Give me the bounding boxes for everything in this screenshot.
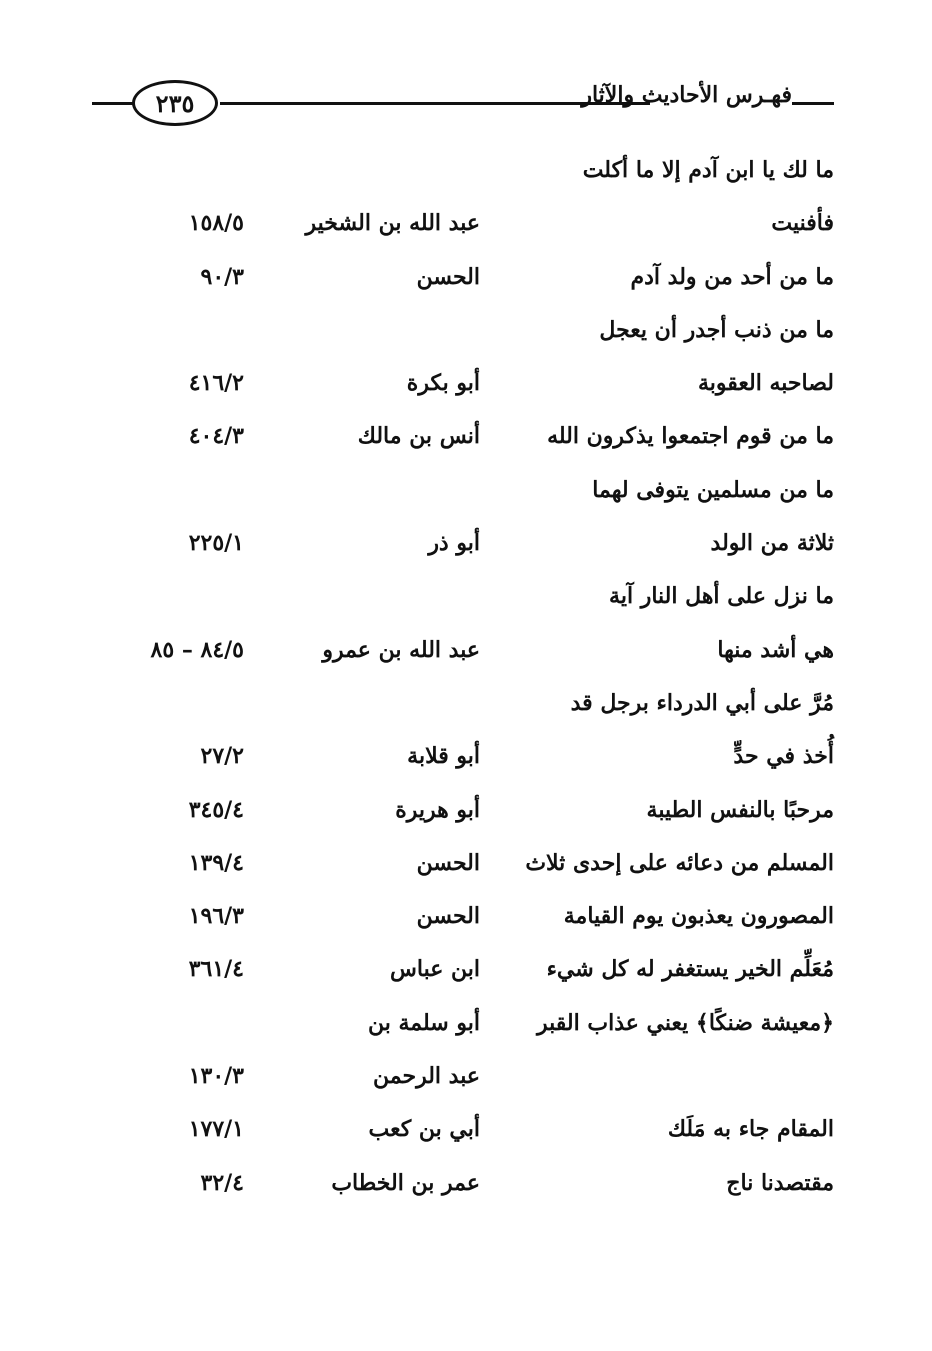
hadith-text: ﴿معيشة ضنكًا﴾ يعني عذاب القبر bbox=[537, 1009, 834, 1036]
table-row bbox=[0, 890, 932, 943]
hadith-text: المصورون يعذبون يوم القيامة bbox=[563, 903, 834, 930]
hadith-text: ثلاثة من الولد bbox=[710, 530, 834, 557]
narrator: الحسن bbox=[416, 903, 480, 930]
table-row bbox=[0, 1103, 932, 1156]
narrator: عبد الرحمن bbox=[373, 1063, 480, 1090]
volume-page-ref: ٨٤/٥ – ٨٥ bbox=[150, 636, 244, 663]
narrator: أبو ذر bbox=[428, 530, 480, 557]
page-title: فهـرس الأحاديث والآثار bbox=[581, 82, 792, 108]
narrator: أبو هريرة bbox=[395, 796, 480, 823]
page-header bbox=[92, 72, 834, 132]
volume-page-ref: ٣٤٥/٤ bbox=[188, 796, 244, 823]
narrator: ابن عباس bbox=[390, 956, 480, 983]
table-row bbox=[0, 1050, 932, 1103]
hadith-text: ما من مسلمين يتوفى لهما bbox=[592, 476, 834, 503]
table-row bbox=[0, 997, 932, 1050]
narrator: أبو بكرة bbox=[406, 370, 480, 397]
volume-page-ref: ١٧٧/١ bbox=[188, 1116, 244, 1143]
narrator: عبد الله بن الشخير bbox=[305, 210, 480, 237]
table-row bbox=[0, 784, 932, 837]
header-rule-left bbox=[92, 102, 134, 105]
hadith-text: مرحبًا بالنفس الطيبة bbox=[646, 796, 834, 823]
header-rule-right bbox=[792, 102, 834, 105]
hadith-text: فأفنيت bbox=[771, 210, 834, 237]
volume-page-ref: ٤١٦/٢ bbox=[188, 370, 244, 397]
narrator: الحسن bbox=[416, 849, 480, 876]
hadith-text: هي أشد منها bbox=[717, 636, 834, 663]
hadith-text: مُعَلِّم الخير يستغفر له كل شيء bbox=[546, 956, 834, 983]
table-row bbox=[0, 251, 932, 304]
table-row bbox=[0, 464, 932, 517]
volume-page-ref: ١٣٩/٤ bbox=[188, 849, 244, 876]
narrator: أبي بن كعب bbox=[368, 1116, 480, 1143]
hadith-text: المسلم من دعائه على إحدى ثلاث bbox=[525, 849, 834, 876]
hadith-text: مُرَّ على أبي الدرداء برجل قد bbox=[570, 689, 834, 716]
page-number: ٢٣٥ bbox=[132, 80, 218, 126]
volume-page-ref: ٣٢/٤ bbox=[200, 1169, 244, 1196]
index-table bbox=[0, 144, 932, 1210]
narrator: الحسن bbox=[416, 263, 480, 290]
table-row bbox=[0, 197, 932, 250]
hadith-text: مقتصدنا ناج bbox=[726, 1169, 834, 1196]
table-row bbox=[0, 677, 932, 730]
narrator: أنس بن مالك bbox=[357, 423, 480, 450]
table-row bbox=[0, 943, 932, 996]
narrator: أبو سلمة بن bbox=[367, 1009, 480, 1036]
volume-page-ref: ٩٠/٣ bbox=[200, 263, 244, 290]
table-row bbox=[0, 1157, 932, 1210]
hadith-text: ما من أحد من ولد آدم bbox=[630, 263, 834, 290]
hadith-text: أُخذ في حدٍّ bbox=[733, 743, 834, 770]
table-row bbox=[0, 624, 932, 677]
table-row bbox=[0, 730, 932, 783]
hadith-text: المقام جاء به مَلَك bbox=[667, 1116, 834, 1143]
table-row bbox=[0, 837, 932, 890]
hadith-text: ما من قوم اجتمعوا يذكرون الله bbox=[547, 423, 834, 450]
narrator: أبو قلابة bbox=[407, 743, 480, 770]
table-row bbox=[0, 410, 932, 463]
volume-page-ref: ١٩٦/٣ bbox=[188, 903, 244, 930]
table-row bbox=[0, 357, 932, 410]
volume-page-ref: ١٥٨/٥ bbox=[188, 210, 244, 237]
volume-page-ref: ٣٦١/٤ bbox=[188, 956, 244, 983]
table-row bbox=[0, 517, 932, 570]
volume-page-ref: ٢٧/٢ bbox=[200, 743, 244, 770]
hadith-text: ما لك يا ابن آدم إلا ما أكلت bbox=[582, 157, 834, 183]
narrator: عبد الله بن عمرو bbox=[322, 636, 480, 663]
hadith-text: ما من ذنب أجدر أن يعجل bbox=[599, 316, 834, 343]
table-row bbox=[0, 144, 932, 197]
table-row bbox=[0, 570, 932, 623]
table-row bbox=[0, 304, 932, 357]
hadith-text: ما نزل على أهل النار آية bbox=[609, 583, 834, 610]
narrator: عمر بن الخطاب bbox=[331, 1169, 480, 1196]
volume-page-ref: ٤٠٤/٣ bbox=[188, 423, 244, 450]
hadith-text: لصاحبه العقوبة bbox=[697, 370, 834, 397]
volume-page-ref: ١٣٠/٣ bbox=[188, 1063, 244, 1090]
volume-page-ref: ٢٢٥/١ bbox=[188, 530, 244, 557]
